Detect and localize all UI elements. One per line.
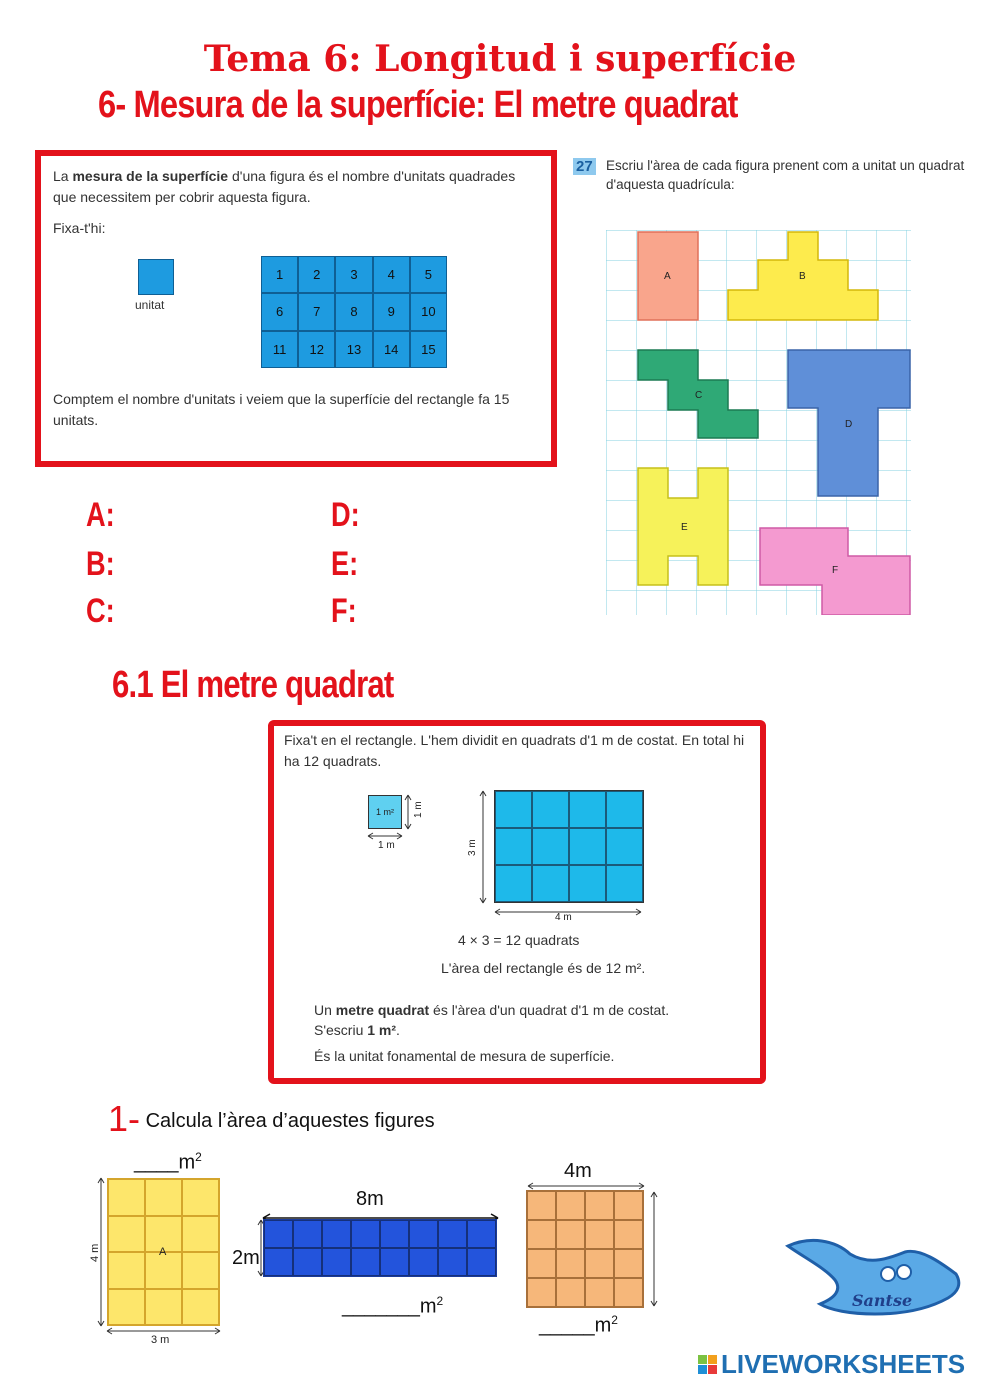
blue-cell — [438, 1220, 467, 1248]
answer-label-a: A: — [86, 496, 115, 534]
unit-cell: 7 — [298, 293, 335, 330]
blue-rectangle — [263, 1219, 497, 1277]
unit-square-arrows — [366, 786, 426, 861]
fig3-blank-text: _____m — [539, 1314, 612, 1337]
unit-cell: 11 — [261, 331, 298, 368]
blue-cell — [380, 1248, 409, 1276]
orange-cell — [556, 1278, 585, 1307]
fig2-top-label: 8m — [356, 1188, 384, 1210]
orange-cell — [585, 1191, 614, 1220]
fig3-top-label: 4m — [564, 1160, 592, 1182]
fig1-answer-blank[interactable] — [134, 1150, 202, 1175]
fig1-blank-text: ____m — [134, 1151, 196, 1174]
fifteen-unit-grid — [261, 256, 447, 368]
unit-cell: 4 — [373, 256, 410, 293]
logo-text: Santse — [852, 1291, 913, 1310]
one-m2-square: 1 m² — [368, 795, 402, 829]
fig2-blank-sup: 2 — [436, 1294, 444, 1308]
fig1-center-label: A — [159, 1246, 167, 1258]
orange-cell — [527, 1249, 556, 1278]
unit-side-right: 1 m — [413, 801, 424, 818]
unit-cell: 8 — [335, 293, 372, 330]
liveworksheets-brand[interactable] — [698, 1349, 965, 1380]
rectangle-arrows — [474, 786, 654, 921]
fixa-label: Fixa-t'hi: — [53, 220, 106, 236]
orange-cell — [585, 1278, 614, 1307]
unit-label: unitat — [135, 298, 165, 312]
brand-text: LIVEWORKSHEETS — [721, 1349, 966, 1379]
orange-cell — [527, 1191, 556, 1220]
orange-cell — [527, 1278, 556, 1307]
fig2-left-label: 2m — [232, 1247, 260, 1269]
santse-logo — [780, 1228, 970, 1323]
fig3-blank-sup: 2 — [611, 1313, 618, 1327]
orange-cell — [614, 1191, 643, 1220]
equation-text: 4 × 3 = 12 quadrats — [458, 932, 580, 948]
unit-cell: 15 — [410, 331, 447, 368]
unit-side-bottom: 1 m — [378, 840, 395, 851]
definition-text-b: d'una figura és el nombre d'unitats quadrades que necessitem per cobrir aquesta figura. — [53, 168, 516, 205]
fig2-blank-text: _______m — [342, 1295, 437, 1318]
blue-cell — [264, 1220, 293, 1248]
conclusion-text: Comptem el nombre d'unitats i veiem que la superfície del rectangle fa 15 unitats. — [53, 391, 510, 428]
blue-cell — [409, 1220, 438, 1248]
unit-cell: 13 — [335, 331, 372, 368]
fig1-blank-sup: 2 — [195, 1150, 202, 1164]
unit-cell: 6 — [261, 293, 298, 330]
blue-cell — [438, 1248, 467, 1276]
unit-cell: 1 — [261, 256, 298, 293]
blue-cell — [380, 1220, 409, 1248]
def-a: Un — [314, 1002, 336, 1018]
blue-cell — [293, 1248, 322, 1276]
area-grid-figure — [606, 230, 911, 615]
exercise-1-heading — [108, 1098, 435, 1140]
section-title: 6.1 El metre quadrat — [112, 664, 394, 706]
definition-box — [35, 150, 557, 467]
unit-cell: 12 — [298, 331, 335, 368]
answer-label-c: C: — [86, 592, 115, 630]
page-subtitle: 6- Mesura de la superfície: El metre quadrat — [98, 84, 738, 126]
page-title: Tema 6: Longitud i superfície — [203, 38, 797, 80]
def-b: és l'àrea d'un quadrat d'1 m de costat. — [429, 1002, 670, 1018]
rect-width-label: 4 m — [555, 912, 572, 923]
definition-line — [314, 1000, 669, 1021]
shape-a-label: A — [664, 271, 671, 282]
write-a: S'escriu — [314, 1022, 368, 1038]
orange-cell — [614, 1249, 643, 1278]
intro-text: Fixa't en el rectangle. L'hem dividit en quadrats d'1 m de costat. En total hi ha 12 quadrats. — [284, 732, 745, 769]
shape-c-label: C — [695, 390, 703, 401]
unit-cell: 14 — [373, 331, 410, 368]
orange-cell — [585, 1220, 614, 1249]
definition-text-bold: mesura de la superfície — [72, 168, 229, 184]
orange-cell — [556, 1220, 585, 1249]
unit-cell: 10 — [410, 293, 447, 330]
write-line — [314, 1020, 400, 1041]
definition-text-a: La — [53, 168, 73, 184]
shape-d-label: D — [845, 419, 853, 430]
exercise-1-number: 1- — [108, 1098, 141, 1139]
blue-cell — [322, 1248, 351, 1276]
fig1-side-label: 4 m — [89, 1243, 101, 1262]
blue-cell — [467, 1220, 496, 1248]
fig2-answer-blank[interactable] — [342, 1294, 443, 1319]
fig1-arrows — [90, 1172, 230, 1347]
definition-text — [53, 166, 523, 208]
orange-square — [526, 1190, 644, 1308]
blue-cell — [351, 1248, 380, 1276]
orange-cell — [585, 1249, 614, 1278]
area-line-text: L'àrea del rectangle és de 12 m². — [441, 960, 646, 976]
unit-cell: 9 — [373, 293, 410, 330]
answer-label-d: D: — [331, 496, 360, 534]
unit-cell: 5 — [410, 256, 447, 293]
answer-label-e: E: — [331, 545, 359, 583]
orange-cell — [614, 1278, 643, 1307]
blue-cell — [351, 1220, 380, 1248]
answer-label-b: B: — [86, 545, 115, 583]
shape-e-label: E — [681, 522, 688, 533]
fig1-bottom-label: 3 m — [151, 1334, 170, 1346]
fundamental-text: És la unitat fonamental de mesura de superfície. — [314, 1048, 615, 1064]
fig3-answer-blank[interactable] — [539, 1313, 618, 1338]
unit-cell: 3 — [335, 256, 372, 293]
unit-square — [138, 259, 174, 295]
unit-cell: 2 — [298, 256, 335, 293]
blue-cell — [409, 1248, 438, 1276]
rect-height-label: 3 m — [467, 839, 478, 856]
shape-b-label: B — [799, 271, 806, 282]
write-bold: 1 m² — [367, 1022, 397, 1038]
exercise-27-text: Escriu l'àrea de cada figura prenent com a unitat un quadrat d'aquesta quadrícula: — [606, 158, 965, 192]
orange-cell — [527, 1220, 556, 1249]
def-bold: metre quadrat — [335, 1002, 430, 1018]
write-b: . — [396, 1022, 400, 1038]
blue-cell — [264, 1248, 293, 1276]
orange-cell — [614, 1220, 643, 1249]
metre-quadrat-box — [268, 720, 766, 1084]
orange-cell — [556, 1191, 585, 1220]
exercise-1-text: Calcula l’àrea d’aquestes figures — [145, 1110, 435, 1132]
blue-cell — [467, 1248, 496, 1276]
exercise-27-number: 27 — [573, 158, 596, 175]
answer-label-f: F: — [331, 592, 357, 630]
shape-f-label: F — [832, 565, 839, 576]
blue-cell — [293, 1220, 322, 1248]
blue-cell — [322, 1220, 351, 1248]
brand-logo-icon — [698, 1355, 717, 1374]
orange-cell — [556, 1249, 585, 1278]
